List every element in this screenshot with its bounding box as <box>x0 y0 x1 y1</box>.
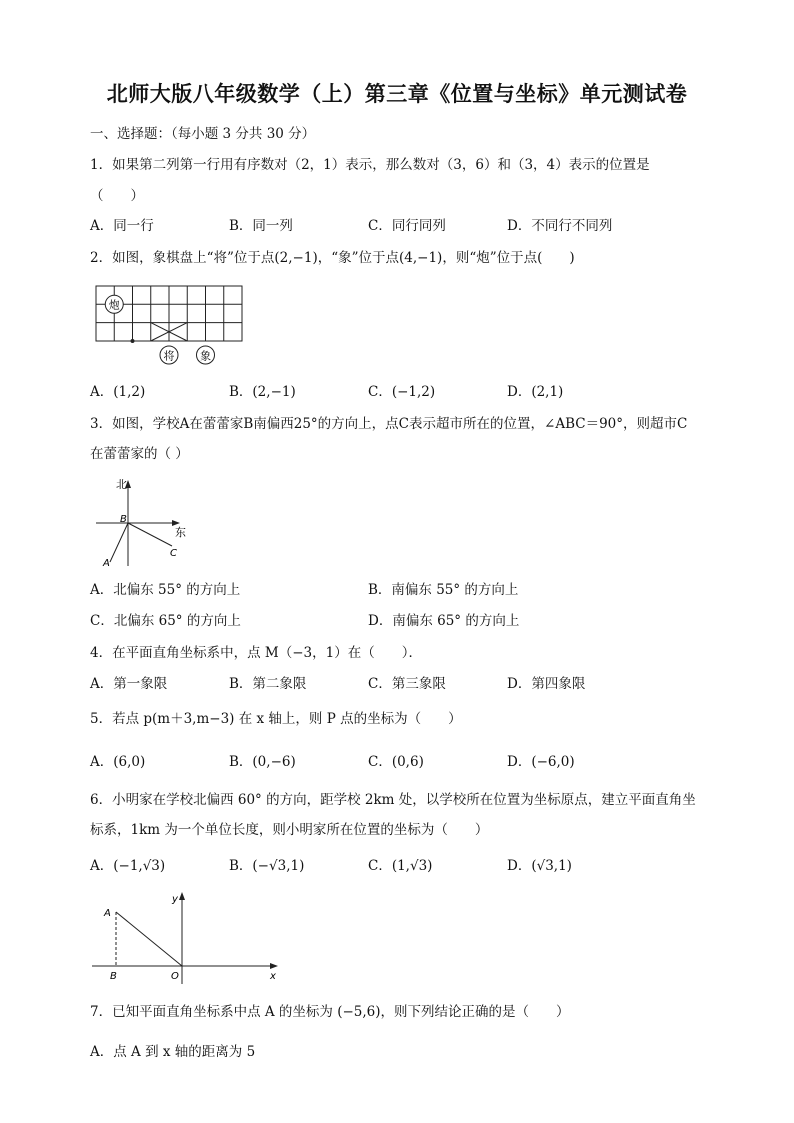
board-point <box>131 339 135 343</box>
question-4-stem: 4．在平面直角坐标系中，点 M（−3，1）在（ ）． <box>90 645 422 661</box>
question-3-stem-cont: 在蕾蕾家的（ ） <box>90 446 189 462</box>
question-6-stem: 6．小明家在学校北偏西 60° 的方向，距学校 2km 处，以学校所在位置为坐标原点，建立平面直角坐 <box>90 792 696 808</box>
y-axis-label: y <box>172 894 178 905</box>
direction-figure <box>92 474 202 574</box>
question-3-stem: 3．如图，学校A在蕾蕾家B南偏西25°的方向上，点C表示超市所在的位置，∠ABC＝90°，则超市C <box>90 416 688 432</box>
pao-piece <box>105 295 123 313</box>
question-5-stem: 5．若点 p(m＋3,m−3) 在 x 轴上，则 P 点的坐标为（ ） <box>90 711 462 727</box>
point-b-label: B <box>110 971 117 982</box>
point-a-label: A <box>103 558 110 569</box>
q1-option-d: D．不同行不同列 <box>507 218 613 234</box>
q2-option-a: A．(1,2) <box>90 384 146 400</box>
q5-option-c: C．(0,6) <box>368 754 424 770</box>
north-label: 北 <box>116 478 127 491</box>
q1-option-b: B．同一列 <box>229 218 293 234</box>
q6-option-b: B．(−√3,1) <box>229 858 305 874</box>
q4-option-b: B．第二象限 <box>229 676 307 692</box>
point-b-label: B <box>120 514 127 525</box>
q6-option-c: C．(1,√3) <box>368 858 433 874</box>
xiang-piece <box>197 346 215 364</box>
q3-option-c: C．北偏东 65° 的方向上 <box>90 613 241 629</box>
svg-text:炮: 炮 <box>108 298 120 312</box>
q2-option-b: B．(2,−1) <box>229 384 296 400</box>
q3-option-a: A．北偏东 55° 的方向上 <box>90 582 241 598</box>
q7-option-a: A．点 A 到 x 轴的距离为 5 <box>90 1044 256 1060</box>
origin-label: O <box>171 971 179 982</box>
east-label: 东 <box>175 526 186 539</box>
q5-option-b: B．(0,−6) <box>229 754 296 770</box>
q5-option-d: D．(−6,0) <box>507 754 575 770</box>
q3-option-b: B．南偏东 55° 的方向上 <box>368 582 519 598</box>
chessboard-figure <box>92 282 248 368</box>
point-c-label: C <box>170 548 177 559</box>
q1-option-a: A．同一行 <box>90 218 154 234</box>
q2-option-c: C．(−1,2) <box>368 384 436 400</box>
svg-text:将: 将 <box>163 349 175 363</box>
page-title: 北师大版八年级数学（上）第三章《位置与坐标》单元测试卷 <box>106 81 688 106</box>
q4-option-d: D．第四象限 <box>507 676 586 692</box>
question-2-stem: 2．如图，象棋盘上“将”位于点(2,−1)，“象”位于点(4,−1)，则“炮”位于点( ) <box>90 250 575 266</box>
x-axis-label: x <box>270 971 276 982</box>
q4-option-a: A．第一象限 <box>90 676 168 692</box>
q1-option-c: C．同行同列 <box>368 218 446 234</box>
section-heading: 一、选择题：（每小题 3 分共 30 分） <box>90 126 316 142</box>
question-1-stem-cont: （ ） <box>90 188 144 204</box>
q3-option-d: D．南偏东 65° 的方向上 <box>368 613 520 629</box>
question-1-stem: 1．如果第二列第一行用有序数对（2，1）表示，那么数对（3，6）和（3，4）表示的位置是 <box>90 157 650 173</box>
q4-option-c: C．第三象限 <box>368 676 446 692</box>
question-6-stem-cont: 标系，1km 为一个单位长度，则小明家所在位置的坐标为（ ） <box>90 822 489 838</box>
q6-option-a: A．(−1,√3) <box>90 858 166 874</box>
q6-option-d: D．(√3,1) <box>507 858 572 874</box>
coordinate-figure <box>88 890 284 986</box>
point-a-label: A <box>104 908 111 919</box>
jiang-piece <box>160 346 178 364</box>
q2-option-d: D．(2,1) <box>507 384 564 400</box>
svg-text:象: 象 <box>200 349 211 363</box>
q5-option-a: A．(6,0) <box>90 754 146 770</box>
question-7-stem: 7．已知平面直角坐标系中点 A 的坐标为 (−5,6)，则下列结论正确的是（ ） <box>90 1004 570 1020</box>
